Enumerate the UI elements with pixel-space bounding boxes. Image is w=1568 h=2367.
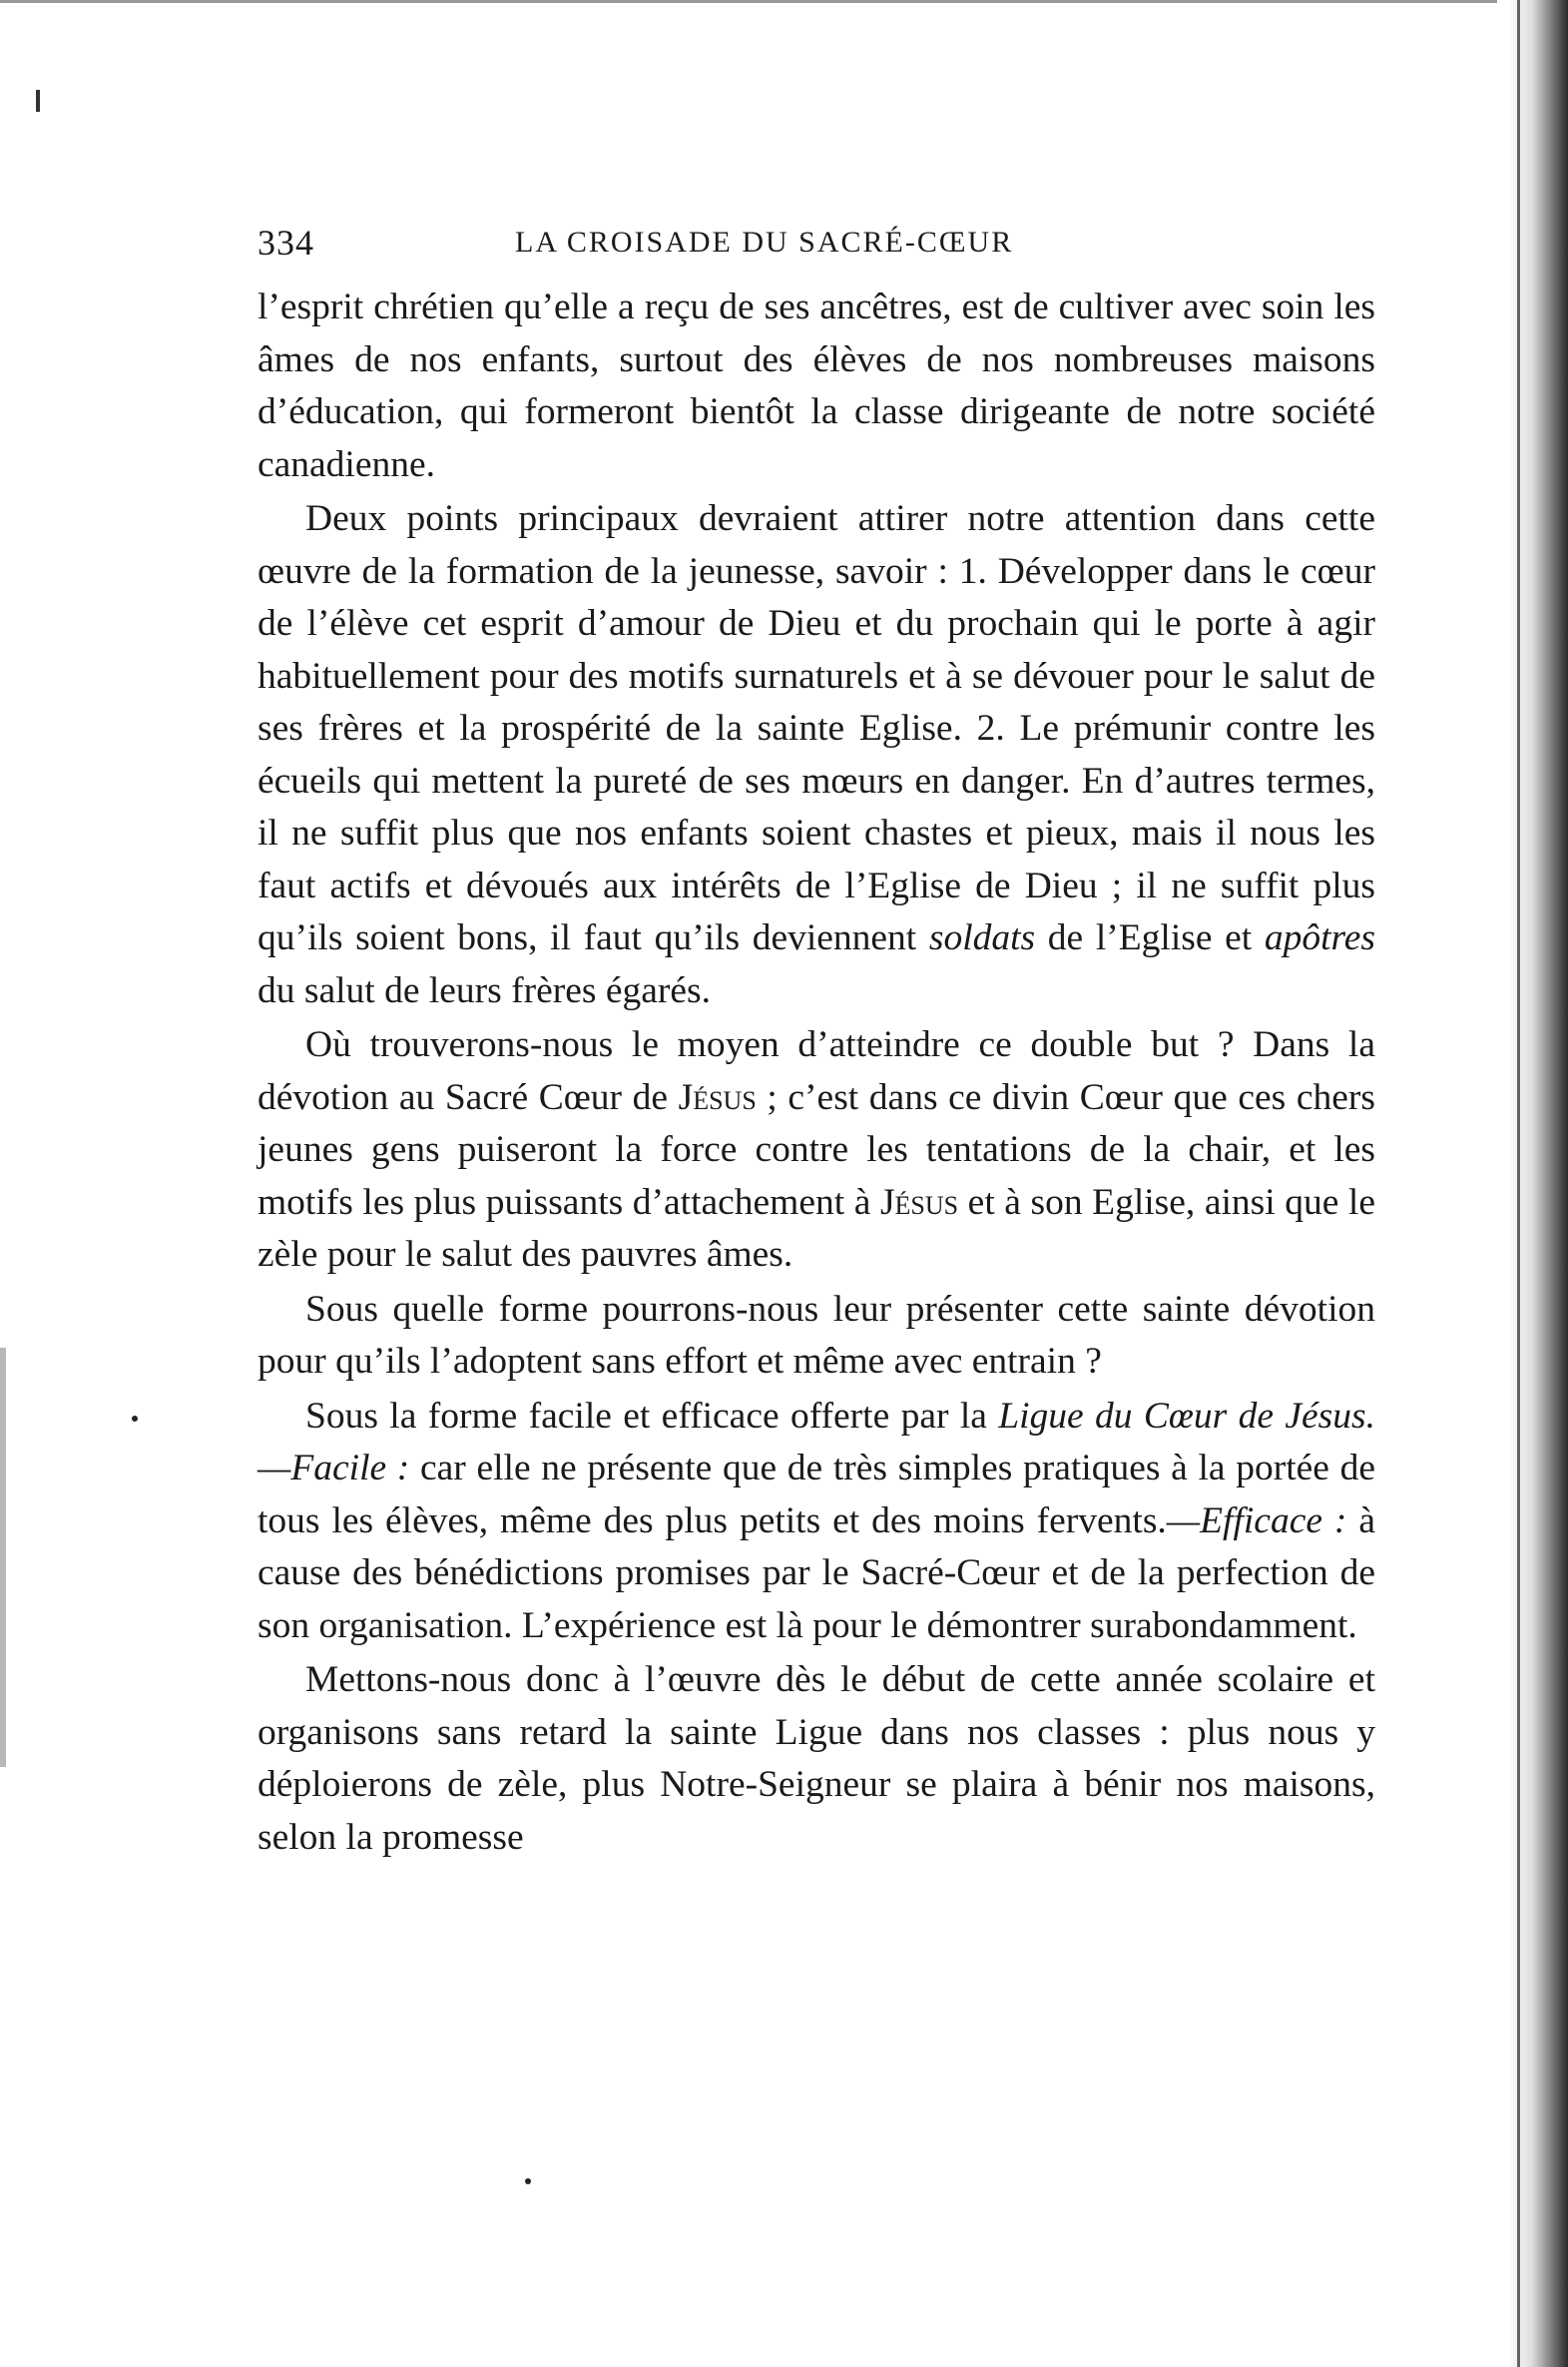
paragraph-text: à cause des bénédictions promises par le Sacré-Cœur et de la perfection de son organisation. L’expérience est là pour le démontrer surabondamment. <box>258 1499 1375 1646</box>
left-edge-artifact <box>0 1348 6 1767</box>
paragraph-text: Mettons-nous donc à l’œuvre dès le début de cette année scolaire et organisons sans retard la sainte Ligue dans nos classes : plus nous y déploierons de zèle, plus Notre-Seigneur se plaira à bénir nos maisons, selon la promesse <box>258 1659 1375 1858</box>
left-margin-mark <box>36 90 40 112</box>
paragraph <box>258 282 1375 491</box>
paragraph-text: Où trouverons-nous le moyen d’atteindre ce double but ? Dans la dévotion au Sacré Cœur de <box>258 1024 1375 1118</box>
running-head <box>258 222 1395 272</box>
paragraph <box>258 493 1375 1017</box>
paragraph <box>258 1019 1375 1282</box>
paragraph-text: de l’Eglise et <box>1035 917 1265 958</box>
paragraph-text: car elle ne présente que de très simples pratiques à la portée de tous les élèves, même des plus petits et des moins fervents. <box>258 1448 1375 1541</box>
paragraph-text: Sous la forme facile et efficace offerte par la <box>305 1395 999 1437</box>
paragraph-text: ; c’est dans ce divin Cœur que ces chers jeunes gens puiseront la force contre les tentations de la chair, et les motifs les plus puissants d’attachement à <box>258 1076 1375 1223</box>
body-text <box>258 282 1375 1864</box>
small-caps-text: Jésus <box>678 1076 757 1118</box>
top-edge-rule <box>0 0 1497 3</box>
stray-dot <box>132 1416 138 1422</box>
paragraph <box>258 1654 1375 1864</box>
italic-text: soldats <box>928 917 1036 958</box>
small-caps-text: Jésus <box>879 1181 959 1223</box>
italic-text: apôtres <box>1264 917 1375 958</box>
binding-edge-line <box>1517 0 1520 2367</box>
paragraph-text: l’esprit chrétien qu’elle a reçu de ses ancêtres, est de cultiver avec soin les âmes de nos enfants, surtout des élèves de nos nombreuses maisons d’éducation, qui formeront bientôt la classe dirigeante de notre société canadienne. <box>258 287 1375 485</box>
paragraph <box>258 1284 1375 1389</box>
paragraph-text: Deux points principaux devraient attirer notre attention dans cette œuvre de la formation de la jeunesse, savoir : 1. Développer dans le cœur de l’élève cet esprit d’amour de Dieu et du prochain qui le porte à agir habituellement pour des motifs surnaturels et à se dévouer pour le salut de ses frères et la prospérité de la sainte Eglise. 2. Le prémunir contre les écueils qui mettent la pureté de ses mœurs en danger. En d’autres termes, il ne suffit plus que nos enfants soient chastes et pieux, mais il nous les faut actifs et dévoués aux intérêts de l’Eglise de Dieu ; il ne suffit plus qu’ils soient bons, il faut qu’ils deviennent <box>258 498 1375 958</box>
paragraph-text: du salut de leurs frères égarés. <box>258 969 711 1011</box>
italic-text: Ligue du Cœur de Jésus.—Facile : <box>258 1395 1375 1488</box>
page-number: 334 <box>258 223 314 263</box>
paragraph-text: et à son Eglise, ainsi que le zèle pour le salut des pauvres âmes. <box>258 1181 1375 1275</box>
paragraph <box>258 1391 1375 1653</box>
running-title: LA CROISADE DU SACRÉ-CŒUR <box>515 226 1014 259</box>
paragraph-text: Sous quelle forme pourrons-nous leur présenter cette sainte dévotion pour qu’ils l’adoptent sans effort et même avec entrain ? <box>258 1288 1375 1382</box>
italic-text: —Efficace : <box>1166 1499 1347 1541</box>
stray-dot <box>525 2178 531 2184</box>
